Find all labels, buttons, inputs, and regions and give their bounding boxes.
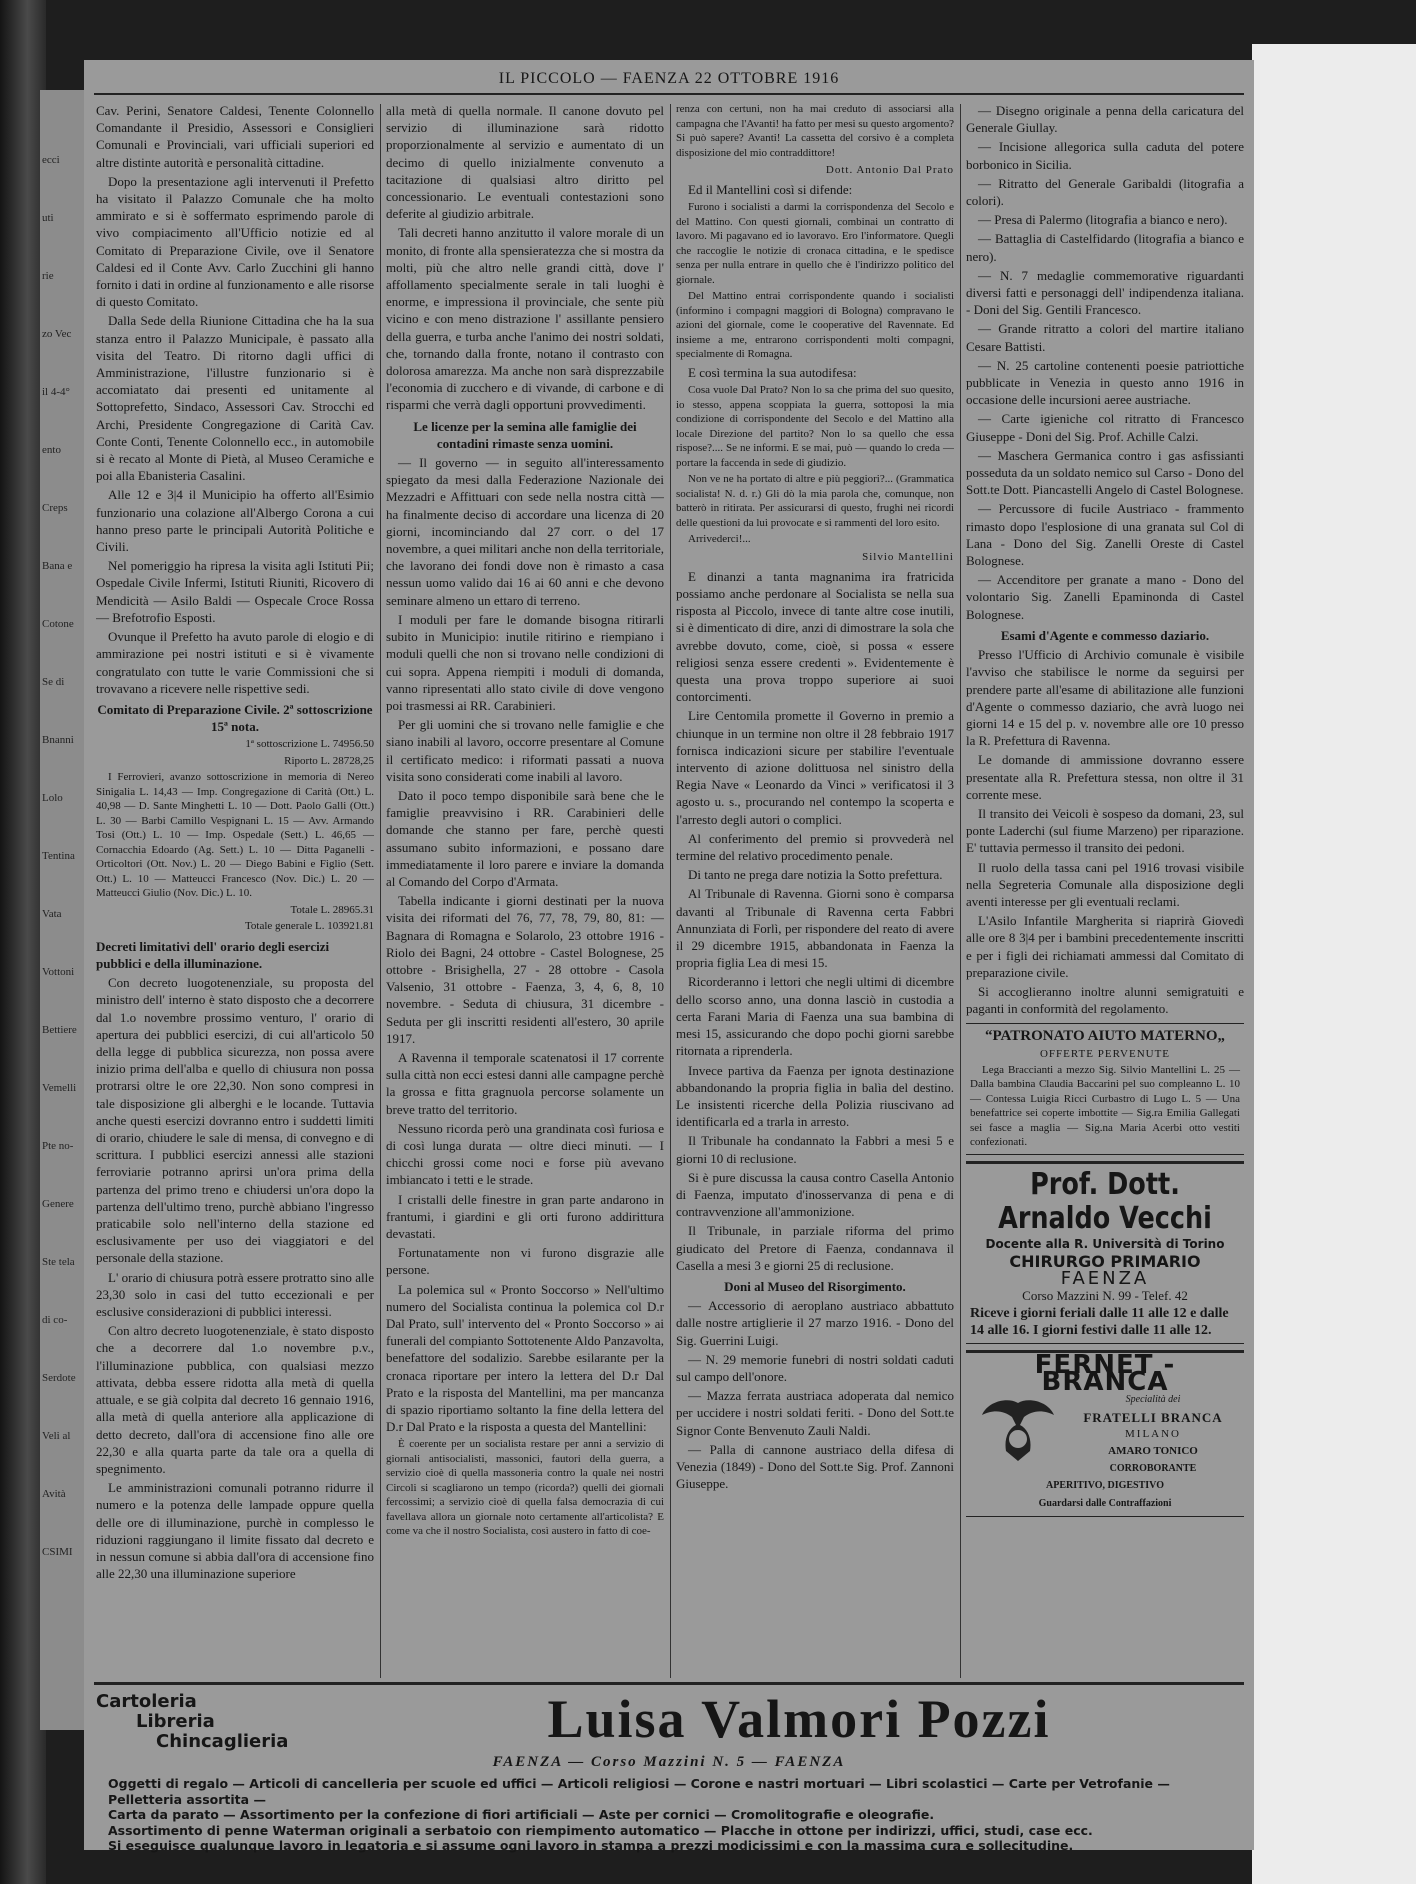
section-heading: Le licenze per la semina alle famiglie dei contadini rimaste senza uomini.	[413, 418, 637, 451]
stationery-ad-labels	[96, 1692, 336, 1752]
ad-line: Assortimento di penne Waterman originali a serbatoio con riempimento automatico — Placche in ottone per indirizzi, uffici, studi, case ecc.	[108, 1822, 1093, 1838]
paragraph: Dalla Sede della Riunione Cittadina che ha la sua stanza entro il Palazzo Municipale, è passato alla visita del Teatro. Di ritorno dagli uffici di Amministrazione, l'illustre funzionario si è accomiatato dai presenti ed unitamente al Sottoprefetto, Sindaco, Assessori Cav. Strocchi ed Archi, Presidente Congregazione di Carità Cav. Conte Conti, Tenente Colonnello ecc., in automobile si è recato al Monte di Pietà, al Museo Ceramiche e poi alla Ebanisteria Casalini.	[96, 313, 374, 484]
patronato-subtitle: OFFERTE PERVENUTE	[1039, 1047, 1171, 1060]
ad-product-list	[108, 1776, 1238, 1854]
previous-page-edge	[40, 90, 84, 1730]
newspaper-page	[84, 60, 1254, 1853]
ad-label: Libreria	[136, 1711, 215, 1732]
quoted-letter: Cosa vuole Dal Prato? Non lo sa che prima del suo quesito, io stesso, appena scoppiata la guerra, sottoposi la mia condizione di corrispondente del Secolo e del Mattino alla locale Direzione del partito? Non lo sa quello che essa rispose?.... Se ne informi. E se mai, può — quando lo creda — portare la faccenda in sede di giudizio.	[676, 384, 954, 469]
paragraph: alla metà di quella normale. Il canone dovuto pel servizio di illuminazione sarà ridotto proporzionalmente al servizio e aumentato di un decimo di quello inizialmente convenuto a tacitazione di qualsiasi altro diritto pel concessionario. Le eventuali contestazioni sono deferite al giudizio arbitrale.	[386, 103, 664, 222]
paragraph: Alle 12 e 3|4 il Municipio ha offerto all'Esimio funzionario una colazione all'Albergo Corona a cui hanno preso parte le principali Autorità Politiche e Civili.	[96, 487, 374, 555]
column-2	[386, 102, 664, 1680]
prev-page-fragment: Creps	[42, 502, 68, 514]
prev-page-fragment: Avità	[42, 1488, 66, 1500]
paragraph: Il transito dei Veicoli è sospeso da domani, 23, sul ponte Laderchi (sul fiume Marzeno) per riparazione. E' tuttavia permesso il transito dei pedoni.	[966, 805, 1244, 856]
paragraph: — Presa di Palermo (litografia a bianco e nero).	[978, 212, 1228, 228]
paragraph: — Accenditore per granate a mano - Dono del volontario Sig. Zanelli Epaminonda di Castel Bolognese.	[966, 572, 1244, 622]
prev-page-fragment: zo Vec	[42, 328, 72, 340]
doctor-affiliation: Docente alla R. Università di Torino	[985, 1236, 1225, 1251]
paragraph: — Palla di cannone austriaco della difesa di Venezia (1849) - Dono del Sott.te Sig. Prof. Zannoni Giuseppe.	[676, 1441, 954, 1492]
paragraph: — Carte igieniche col ritratto di Francesco Giuseppe - Doni del Sig. Prof. Achille Calzi.	[966, 411, 1244, 444]
paragraph: Ovunque il Prefetto ha avuto parole di elogio e di ammirazione pei nostri istituti e si è vivamente congratulato con tutte le varie Commissioni che si trovavano a ricevere nelle rispettive sedi.	[96, 629, 374, 696]
fernet-line: Specialità dei	[1125, 1394, 1181, 1406]
fernet-title: FERNET - BRANCA	[1034, 1349, 1176, 1398]
fernet-line: FRATELLI BRANCA	[1083, 1409, 1223, 1425]
quoted-letter: È coerente per un socialista restare per anni a servizio di giornali antisocialisti, massonici, fautori della guerra, a servizio cioè di quella massoneria contro la quale nei nostri Circoli si scagliarono un tempo (ricorda?) quelli dei giornali fercossimi; a servizio cioè di quella falsa democrazia di cui favellava allora un giornale noto certamente all'articolista? E come va che il nostro Socialista, così austero in fatto di coe-	[386, 1438, 664, 1538]
subscription-total: Totale L. 28965.31	[290, 903, 374, 916]
signature: Silvio Mantellini	[862, 550, 954, 563]
prev-page-fragment: ecci	[42, 154, 60, 166]
section-heading: Comitato di Preparazione Civile. 2ª sottoscrizione 15ª nota.	[97, 701, 373, 735]
prev-page-fragment: Cotone	[42, 618, 74, 630]
header-rule	[94, 93, 1244, 95]
prev-page-fragment: Ste tela	[42, 1256, 75, 1268]
subscription-list: I Ferrovieri, avanzo sottoscrizione in memoria di Nereo Sinigalia L. 14,43 — Imp. Congregazione di Carità (Ott.) L. 40,98 — D. Sante Minghetti L. 10 — Dott. Paolo Galli (Ott.) L. 30 — Barbi Camillo Vespignani L. 15 — Avv. Armando Tosi (Ott.) L. 10 — Imp. Ospedale (Sett.) L. 46,65 — Cornacchia Edoardo (Ag. Sett.) L. 10 — Ditta Paganelli - Orticoltori (Ott. Nov.) L. 20 — Diego Babini e Figlio (Sett. Ott.) L. 10 — Matteucci Francesco (Nov. Dic.) L. 20 — Matteucci Giulio (Nov. Dic.) L. 10.	[96, 771, 374, 900]
prev-page-fragment: Tentina	[42, 850, 75, 862]
paragraph: Invece partiva da Faenza per ignota destinazione abbandonando la propria figlia in balìa del destino. Le insistenti ricerche della Polizia riuscivano ad identificarla ed a trarla in arresto.	[676, 1062, 954, 1130]
prev-page-fragment: CSIMI	[42, 1546, 73, 1558]
prev-page-fragment: Genere	[42, 1198, 74, 1210]
paragraph: Ed il Mantellini così si difende:	[688, 182, 853, 198]
patronato-title: “PATRONATO AIUTO MATERNO„	[984, 1028, 1226, 1045]
doctor-address: Corso Mazzini N. 99 - Telef. 42	[1022, 1288, 1188, 1304]
column-divider	[960, 104, 961, 1678]
paragraph: Presso l'Ufficio di Archivio comunale è visibile l'avviso che stabilisce le norme da seguirsi per prendere parte all'esame di abilitazione alle funzioni d'Agente o commesso daziario, che avrà luogo nei giorni 14 e 15 del p. v. novembre alle ore 10 presso la R. Prefettura di Ravenna.	[966, 647, 1244, 749]
paragraph: Di tanto ne prega dare notizia la Sotto prefettura.	[688, 867, 943, 883]
paragraph: Ricorderanno i lettori che negli ultimi di dicembre dello scorso anno, una donna lasciò in custodia a certa Farani Maria di Faenza una sua bambina di mesi 15, assicurando che dopo pochi giorni sarebbe ritornata a riprenderla.	[676, 974, 954, 1059]
doctor-ad	[966, 1161, 1244, 1344]
paragraph: Con altro decreto luogotenenziale, è stato disposto che a decorrere dal 1.o novembre p.v., l'illuminazione pubblica, con qualsiasi mezzo attivata, debba essere ridotta alla metà di quella attuale, e se già colpita dal decreto 16 gennaio 1916, alla metà di quella anteriore alla applicazione di detto decreto, dall'ora di accensione fino alle ore 22,30 e alla quarta parte da tale ora a quella di spegnimento.	[96, 1323, 374, 1476]
paragraph: L' orario di chiusura potrà essere protratto sino alle 23,30 solo in casi del tutto eccezionali e per esclusive considerazioni di pubblici interessi.	[96, 1269, 374, 1320]
prev-page-fragment: Vemelli	[42, 1082, 77, 1094]
paragraph: Fortunatamente non vi furono disgrazie alle persone.	[386, 1245, 664, 1278]
prev-page-fragment: di co-	[42, 1314, 68, 1326]
paragraph: — Mazza ferrata austriaca adoperata dal nemico per uccidere i nostri soldati feriti. - Dono del Sott.te Signor Conte Benvenuto Zauli Naldi.	[676, 1388, 954, 1438]
fernet-line: MILANO	[1125, 1427, 1181, 1440]
prev-page-fragment: ento	[42, 444, 61, 456]
paragraph: Al Tribunale di Ravenna. Giorni sono è comparsa davanti al Tribunale di Ravenna certa Fabbri Annunziata di Forlì, per rispondere del reato di avere il 29 dicembre 1915, abbandonata in Faenza la propria figlia Lea di mesi 15.	[676, 886, 954, 971]
prev-page-fragment: uti	[42, 212, 54, 224]
paragraph: Con decreto luogotenenziale, su proposta del ministro dell' interno è stato disposto che a decorrere dal 1.o novembre prossimo venturo, l' orario di apertura dei pubblici esercizi, di cui all'articolo 50 della legge di pubblica sicurezza, non possa avere inizio prima dell'alba e quello di chiusura non possa protrarsi oltre le ore 22,30. Non sono compresi in tale disposizione gli alberghi e le locande. Tuttavia anche questi esercizi dovranno entro i suddetti limiti di orario, chiudere le sale di mensa, di convegno e di scrittura. I pubblici esercizi annessi alle stazioni ferroviarie potranno aprirsi un'ora prima della partenza del primo treno e chiudersi un'ora dopo la partenza dell'ultimo treno, purchè abbiano l'ingresso praticabile solo nell'interno della stazione ed esclusivamente per uso dei viaggiatori e del personale della stazione.	[96, 975, 374, 1266]
column-divider	[670, 104, 671, 1678]
paragraph: Per gli uomini che si trovano nelle famiglie e che siano inabili al lavoro, occorre presentare al Comune il certificato medico: i riformati passati a nuova visita sono considerati come inabili al lavoro.	[386, 717, 664, 784]
paragraph: — Maschera Germanica contro i gas asfissianti posseduta da un soldato nemico sul Carso - Dono del Sott.te Dott. Piancastelli Angelo di Castel Bolognese.	[966, 447, 1244, 498]
paragraph: I cristalli delle finestre in gran parte andarono in frantumi, i giardini e gli orti furono addirittura devastati.	[386, 1191, 664, 1241]
ad-label: Cartoleria	[96, 1691, 197, 1712]
ad-line: Si eseguisce qualunque lavoro in legatoria e si assume ogni lavoro in stampa a prezzi modicissimi e con la massima cura e sollecitudine.	[108, 1838, 1074, 1853]
ad-line: Carta da parato — Assortimento per la confezione di fiori artificiali — Aste per cornici — Cromolitografie e oleografie.	[108, 1807, 935, 1822]
quoted-letter: Non ve ne ha portato di altre e più peggiori?... (Grammatica socialista! N. d. r.) Gli dò la mia parola che, comunque, non batterò in ritirata. Per assicurarsi di questo, frughi nei ricordi delle questioni da lui provocate e si rammenti del loro esito.	[676, 473, 954, 529]
paragraph: — Disegno originale a penna della caricatura del Generale Giullay.	[966, 103, 1244, 136]
paragraph: L'Asilo Infantile Margherita si riaprirà Giovedì alle ore 8 3|4 per i bambini precedentemente inscritti e per i figli dei richiamati ammessi dal Comitato di preparazione civile.	[966, 913, 1244, 980]
fernet-line: AMARO TONICO	[1108, 1445, 1198, 1457]
prev-page-fragment: Lolo	[42, 792, 63, 804]
quoted-letter: Del Mattino entrai corrispondente quando i socialisti (informino i compagni maggiori di Bologna) compravano le azioni del giornale, come le cooperative del Ravennate. Ed insieme a me, entrarono corrispondenti molti compagni, specialmente di Romagna.	[676, 290, 954, 361]
ad-line: Oggetti di regalo — Articoli di cancelleria per scuole ed uffici — Articoli religiosi — Corone e nastri mortuari — Libri scolastici — Carte per Vetrofanie — Pelletteria assortita —	[108, 1776, 1170, 1807]
column-1	[96, 102, 374, 1680]
subscription-line: 1ª sottoscrizione L. 74956.50	[245, 738, 374, 751]
signature: Dott. Antonio Dal Prato	[825, 164, 954, 176]
paragraph: Tali decreti hanno anzitutto il valore morale di un monito, di fronte alla spensieratezza che si mostra da molti, più che altro nelle grandi città, dove l' affollamento specialmente serale in tali luoghi è enorme, e impressiona il provinciale, che sente più vicino e con meno distrazione l' assillante pensiero della guerra, e turba anche l'animo dei nostri soldati, che, tornando dalla fronte, notano il contrasto con dolorosa amarezza. Ma anche non sarà disprezzabile l'economia di zucchero e di vivande, di carbone e di risparmi che verrà dagli opportuni provvedimenti.	[386, 225, 664, 413]
page-header: IL PICCOLO — FAENZA 22 OTTOBRE 1916	[498, 70, 840, 87]
paragraph: E dinanzi a tanta magnanima ira fratricida possiamo anche perdonare al Socialista se nella sua risposta al Piccolo, invece di tante altre cose inutili, si è dimenticato di dire, anzi di dimostrare la sola che avrebbe dovuto, come, cioè, si possa « essere religiosi senza essere credenti ». Evidentemente è questa una prova troppo superiore ai suoi contorcimenti.	[676, 568, 954, 705]
paragraph: A Ravenna il temporale scatenatosi il 17 corrente sulla città non ecci estesi danni alle campagne perchè la grossa e fitta gragnuola percorse solamente un breve tratto del territorio.	[386, 1049, 664, 1117]
prev-page-fragment: Bana e	[42, 560, 73, 572]
prev-page-fragment: Bnanni	[42, 734, 74, 746]
paragraph: Dato il poco tempo disponibile sarà bene che le famiglie preavvisino i RR. Carabinieri delle domande che stanno per fare, perchè questi assumano subito informazioni, e possano dare immediatamente il loro parere e inviare la domanda al Comando del Corpo d'Armata.	[386, 787, 664, 889]
paragraph: — Battaglia di Castelfidardo (litografia a bianco e nero).	[966, 231, 1244, 264]
prev-page-fragment: Vata	[42, 908, 62, 920]
paragraph: Nessuno ricorda però una grandinata così furiosa e di così lunga durata — oltre dieci minuti. — I chicchi grossi come noci e forse più avevano imbiancato i tetti e le strade.	[386, 1120, 664, 1188]
doctor-name: Prof. Dott. Arnaldo Vecchi	[998, 1166, 1212, 1236]
quoted-letter: Arrivederci!...	[688, 533, 751, 546]
patronato-notice	[966, 1023, 1244, 1154]
paragraph: — N. 29 memorie funebri di nostri soldati caduti sul campo dell'onore.	[676, 1351, 954, 1384]
paragraph: — N. 7 medaglie commemorative riguardanti diversi fatti e personaggi dell' indipendenza italiana. - Doni del Sig. Gentili Francesco.	[966, 267, 1244, 318]
prev-page-fragment: Serdote	[42, 1372, 76, 1384]
eagle-logo-icon	[978, 1395, 1058, 1465]
paragraph: Il Tribunale ha condannato la Fabbri a mesi 5 e giorni 10 di reclusione.	[676, 1133, 954, 1166]
page-margin-strip	[1252, 44, 1416, 1884]
prev-page-fragment: Veli al	[42, 1430, 71, 1442]
doctor-hours: Riceve i giorni feriali dalle 11 alle 12 e dalle 14 alle 16. I giorni festivi dalle 11 alle 12.	[970, 1305, 1229, 1338]
paragraph: Il Tribunale, in parziale riforma del primo giudicato del Pretore di Faenza, condannava il Casella a mesi 3 e giorni 25 di reclusione.	[676, 1223, 954, 1273]
fernet-line: CORROBORANTE	[1109, 1463, 1197, 1475]
prev-page-fragment: Vottoni	[42, 966, 75, 978]
prev-page-fragment: Se di	[42, 676, 65, 688]
paragraph: E così termina la sua autodifesa:	[688, 364, 857, 380]
doctor-title: CHIRURGO PRIMARIO	[1009, 1251, 1201, 1271]
paragraph: Il ruolo della tassa cani pel 1916 trovasi visibile nella Segreteria Comunale alla disposizione degli aventi interesse per gli eventuali reclami.	[966, 859, 1244, 909]
ad-address: FAENZA — Corso Mazzini N. 5 — FAENZA	[492, 1754, 846, 1770]
paragraph: Si è pure discussa la causa contro Casella Antonio di Faenza, imputato d'inosservanza di pena e di contravvenzione all'ammonizione.	[676, 1169, 954, 1220]
paragraph: — Grande ritratto a colori del martire italiano Cesare Battisti.	[966, 321, 1244, 354]
prev-page-fragment: il 4-4°	[42, 386, 70, 398]
prev-page-fragment: Pte no-	[42, 1140, 74, 1152]
paragraph: Le amministrazioni comunali potranno ridurre il numero e la potenza delle lampade oppure quella delle ore di illuminazione, purchè in complesso le riduzioni raggiungano il limite fissato dal decreto e in nessun comune si abbia dall'ora di accensione fino alle 22,30 una illuminazione superiore	[96, 1480, 374, 1582]
ad-shop-name: Luisa Valmori Pozzi	[547, 1689, 1051, 1749]
fernet-branca-ad	[966, 1350, 1244, 1517]
paragraph: Si accoglieranno inoltre alunni semigratuiti e paganti in conformità del regolamento.	[966, 983, 1244, 1017]
section-heading: Esami d'Agente e commesso daziario.	[1000, 627, 1210, 643]
paragraph: — N. 25 cartoline contenenti poesie patriottiche pubblicate in Venezia in questo anno 1916 in occasione delle incursioni aeree austriache.	[966, 357, 1244, 408]
fernet-line: Guardarsi dalle Contraffazioni	[1038, 1497, 1172, 1509]
prev-page-fragment: Bettiere	[42, 1024, 77, 1036]
footer-rule	[94, 1682, 1244, 1685]
paragraph: Lire Centomila promette il Governo in premio a chiunque in un termine non oltre il 28 febbraio 1917 fornisca indicazioni sicure per stabilire l'eventuale intervento di azione dolittuosa nel sinistro della Regia Nave « Leonardo da Vinci » verificatosi il 3 agosto u. s., procurando nel contempo la scoperta e l'arresto degli autori o complici.	[676, 708, 954, 827]
ad-label: Chincaglieria	[156, 1731, 289, 1752]
paragraph: Dopo la presentazione agli intervenuti il Prefetto ha visitato il Palazzo Comunale che ha molto ammirato e si è soffermato esprimendo parole di vivo compiacimento all'Ufficio notizie ed al Comitato di Preparazione Civile, ove il Senatore Caldesi ed il Conte Avv. Carlo Zucchini gli hanno fornito i dati in ordine al funzionamento e alle risorse di questo Comitato.	[96, 173, 374, 310]
quoted-letter: Furono i socialisti a darmi la corrispondenza del Secolo e del Mattino. Con questi giornali, combinai un contratto di lavoro. Mi pagavano ed io lavoravo. Ero l'informatore. Quegli che raccoglie le notizie di cronaca cittadina, e le spedisce senza per nulla entrare in quello che è l'indirizzo politico del giornale.	[676, 201, 954, 286]
paragraph: — Percussore di fucile Austriaco - frammento rimasto dopo l'esplosione di una granata sul Col di Lana - Dono del Sig. Zanelli Oreste di Castel Bolognese.	[966, 501, 1244, 569]
paragraph: Nel pomeriggio ha ripresa la visita agli Istituti Pii; Ospedale Civile Infermi, Istituti Riuniti, Ricovero di Mendicità — Asilo Baldi — Ospecale Croce Rossa — Brefotrofio Esposti.	[96, 558, 374, 625]
section-heading: Doni al Museo del Risorgimento.	[724, 1278, 906, 1294]
doctor-city: FAENZA	[1060, 1268, 1150, 1290]
quoted-letter: renza con certuni, non ha mai creduto di associarsi alla campagna che l'Avanti! ha fatto per mesi su questo argomento? Si può sapere? Avanti! La cassetta del corsivo è a completa disposizione del mio contraddittore!	[676, 103, 954, 159]
paragraph: Tabella indicante i giorni destinati per la nuova visita dei riformati del 76, 77, 78, 79, 80, 81: — Bagnara di Romagna e Solarolo, 23 ottobre 1916 - Riolo dei Bagni, 24 ottobre - Castel Bolognese, 25 ottobre - Brisighella, 27 - 28 ottobre - Casola Valsenio, 31 ottobre - Faenza, 3, 4, 6, 8, 10 novembre. - Seduta di chiusura, 31 dicembre - Seduta per gli inscritti residenti all'estero, 30 aprile 1917.	[386, 893, 664, 1046]
column-3	[676, 102, 954, 1680]
section-heading: Decreti limitativi dell' orario degli esercizi pubblici e della illuminazione.	[96, 938, 330, 972]
paragraph: Cav. Perini, Senatore Caldesi, Tenente Colonnello Comandante il Presidio, Assessori e Consiglieri Comunali e Provinciali, vari ufficiali superiori ed altre distinte autorità e personalità cittadine.	[96, 103, 374, 170]
paragraph: — Ritratto del Generale Garibaldi (litografia a colori).	[966, 175, 1244, 209]
paragraph: La polemica sul « Pronto Soccorso » Nell'ultimo numero del Socialista continua la polemica col D.r Dal Prato, sull' intervento del « Pronto Soccorso » ai funerali del compianto Sottotenente Aldo Panzavolta, benefattore del sodalizio. Sarebbe esilarante per la cronaca riportare per intero la lettera del D.r Dal Prato e la risposta del Mantellini, ma per mancanza di spazio riportiamo soltanto la fine della lettera del D.r Dal Prato e la risposta a questa del Mantellini:	[386, 1281, 664, 1435]
patronato-text: Lega Braccianti a mezzo Sig. Silvio Mantellini L. 25 — Dalla bambina Claudia Baccarini pel suo compleanno L. 10 — Contessa Luigia Ricci Curbastro di Lugo L. 5 — Una benefattrice sei coperte imbottite — Sig.ra Emilia Gallegati sei fasce a maglia — Sig.na Maria Acerbi otto vestiti confezionati.	[970, 1063, 1240, 1149]
column-4	[966, 102, 1244, 1680]
subscription-line: Riporto L. 28728,25	[284, 754, 374, 767]
subscription-grand-total: Totale generale L. 103921.81	[244, 920, 374, 933]
prev-page-fragment: rie	[42, 270, 54, 282]
paragraph: Al conferimento del premio si provvederà nel termine del relativo procedimento penale.	[676, 830, 954, 864]
paragraph: — Incisione allegorica sulla caduta del potere borbonico in Sicilia.	[966, 139, 1244, 172]
paragraph: — Accessorio di aeroplano austriaco abbattuto dalle nostre artiglierie il 27 marzo 1916. - Dono del Sig. Guerrini Luigi.	[676, 1298, 954, 1348]
paragraph: I moduli per fare le domande bisogna ritirarli subito in Municipio: inutile ritirino e riempiano i moduli quelli che non si trovano nelle condizioni di cui sopra. Appena riempiti i moduli di domanda, vanno ripresentati allo stato civile di dove vengono poi trasmessi ai RR. Carabinieri.	[386, 611, 664, 713]
column-divider	[380, 104, 381, 1678]
paragraph: Le domande di ammissione dovranno essere presentate alla R. Prefettura stessa, non oltre il 31 corrente mese.	[966, 752, 1244, 802]
paragraph: — Il governo — in seguito all'interessamento spiegato da mesi dalla Federazione Nazionale dei Mezzadri e Affittuari con sede nella nostra città — ha finalmente deciso di accordare una licenza di 20 giorni, incominciando dal 27 corr. o del 17 novembre, a quei militari anche non della territoriale, che lavorano dei fondi dove non è rimasto a casa nessun uomo valido dai 16 ai 60 anni e che devono seminare almeno un ettaro di terreno.	[386, 455, 664, 608]
fernet-line: APERITIVO, DIGESTIVO	[1046, 1480, 1164, 1492]
